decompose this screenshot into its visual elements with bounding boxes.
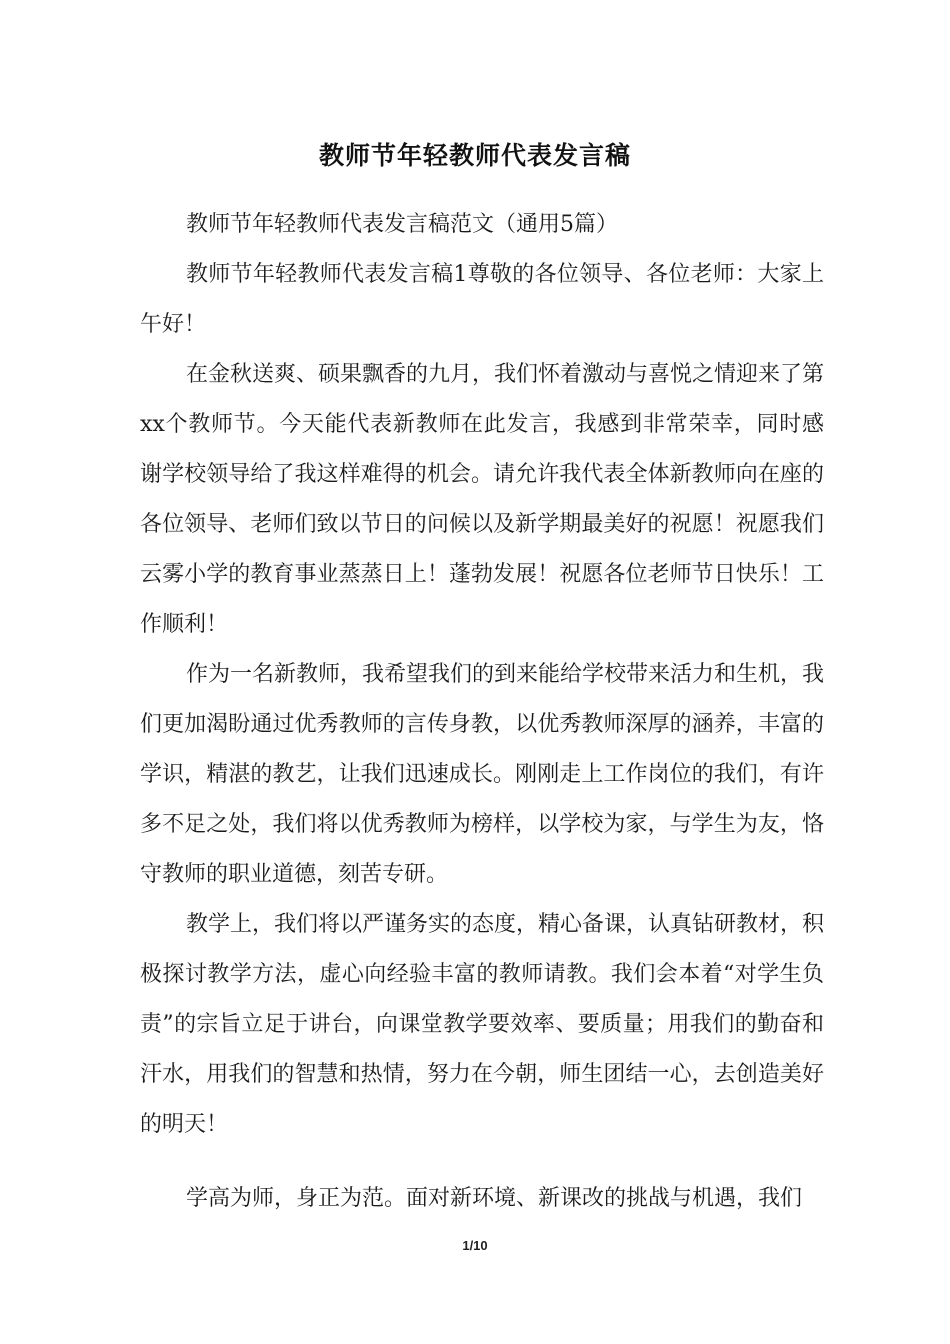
paragraph-teaching: 教学上，我们将以严谨务实的态度，精心备课，认真钻研教材，积极探讨教学方法，虚心向经验丰富的教师请教。我们会本着“对学生负责”的宗旨立足于讲台，向课堂教学要效率、要质量；用我们的勤奋和汗水，用我们的智慧和热情，努力在今朝，师生团结一心，去创造美好的明天！ — [140, 912, 825, 1137]
document-body — [140, 200, 824, 1224]
paragraph-greeting: 教师节年轻教师代表发言稿1尊敬的各位领导、各位老师：大家上午好！ — [140, 262, 824, 337]
paragraph-hope: 作为一名新教师，我希望我们的到来能给学校带来活力和生机，我们更加渴盼通过优秀教师的言传身教，以优秀教师深厚的涵养，丰富的学识，精湛的教艺，让我们迅速成长。刚刚走上工作岗位的我们，有许多不足之处，我们将以优秀教师为榜样，以学校为家，与学生为友，恪守教师的职业道德，刻苦专研。 — [140, 662, 825, 887]
paragraph-subtitle: 教师节年轻教师代表发言稿范文（通用5篇） — [186, 212, 618, 237]
page-number: 1/10 — [462, 1238, 488, 1253]
paragraph-model: 学高为师，身正为范。面对新环境、新课改的挑战与机遇，我们 — [186, 1186, 803, 1211]
paragraph-opening: 在金秋送爽、硕果飘香的九月，我们怀着激动与喜悦之情迎来了第xx个教师节。今天能代表新教师在此发言，我感到非常荣幸，同时感谢学校领导给了我这样难得的机会。请允许我代表全体新教师向在座的各位领导、老师们致以节日的问候以及新学期最美好的祝愿！祝愿我们云雾小学的教育事业蒸蒸日上！蓬勃发展！祝愿各位老师节日快乐！工作顺利！ — [140, 362, 825, 637]
document-title: 教师节年轻教师代表发言稿 — [318, 141, 631, 170]
